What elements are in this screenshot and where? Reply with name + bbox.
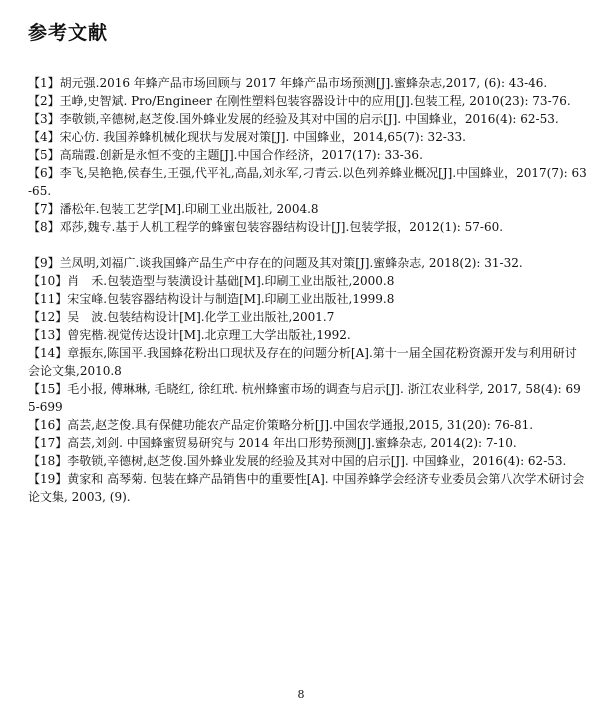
reference-item [28, 110, 588, 128]
reference-text: 宋宝峰.包装容器结构设计与制造[M].印刷工业出版社,1999.8 [67, 292, 395, 306]
reference-number: 【5】 [28, 148, 60, 162]
reference-number: 【10】 [28, 274, 68, 288]
reference-item [28, 380, 588, 416]
reference-number: 【12】 [28, 310, 68, 324]
reference-text: 胡元强.2016 年蜂产品市场回顾与 2017 年蜂产品市场预测[J].蜜蜂杂志,2017, (6): 43-46. [59, 76, 548, 90]
reference-text: 曾宪楷.视觉传达设计[M].北京理工大学出版社,1992. [67, 328, 351, 342]
reference-item [28, 344, 588, 380]
reference-text: 高芸,赵芝俊.具有保健功能农产品定价策略分析[J].中国农学通报,2015, 31(20): 76-81. [67, 418, 534, 432]
reference-number: 【13】 [28, 328, 68, 342]
reference-item [28, 146, 588, 164]
reference-item [28, 128, 588, 146]
reference-text: 肖 禾.包装造型与装潢设计基础[M].印刷工业出版社,2000.8 [67, 274, 395, 288]
reference-number: 【11】 [28, 292, 68, 306]
reference-number: 【14】 [28, 346, 68, 360]
reference-item [28, 434, 588, 452]
reference-item [28, 290, 588, 308]
reference-number: 【8】 [28, 220, 60, 234]
reference-item [28, 452, 588, 470]
reference-item [28, 218, 588, 236]
reference-number: 【7】 [28, 202, 60, 216]
reference-text: 高瑞霞.创新是永恒不变的主题[J].中国合作经济，2017(17): 33-36. [59, 148, 423, 162]
reference-number: 【16】 [28, 418, 68, 432]
reference-item [28, 92, 588, 110]
reference-item [28, 470, 588, 506]
reference-text: 李敬锁,辛德树,赵芝俊.国外蜂业发展的经验及其对中国的启示[J]. 中国蜂业，2016(4): 62-53. [59, 112, 559, 126]
reference-number: 【3】 [28, 112, 60, 126]
reference-number: 【9】 [28, 256, 60, 270]
reference-number: 【2】 [28, 94, 60, 108]
reference-text: 王峥,史智斌. Pro/Engineer 在刚性塑料包装容器设计中的应用[J].包装工程, 2010(23): 73-76. [59, 94, 571, 108]
reference-item [28, 164, 588, 200]
page-number: 8 [297, 688, 305, 701]
reference-text: 宋心仿. 我国养蜂机械化现状与发展对策[J]. 中国蜂业，2014,65(7): 32-33. [59, 130, 466, 144]
reference-text: 李飞,吴艳艳,侯春生,王强,代平礼,高晶,刘永军,刁青云.以色列养蜂业概况[J].中国蜂业，2017(7): 63-65. [28, 166, 587, 198]
reference-number: 【18】 [28, 454, 68, 468]
reference-number: 【17】 [28, 436, 68, 450]
reference-text: 毛小报, 傅琳琳, 毛晓红, 徐红玳. 杭州蜂蜜市场的调查与启示[J]. 浙江农业科学, 2017, 58(4): 695-699 [28, 382, 581, 414]
reference-item [28, 416, 588, 434]
reference-number: 【1】 [28, 76, 60, 90]
reference-item [28, 74, 588, 92]
reference-item [28, 200, 588, 218]
reference-number: 【15】 [28, 382, 68, 396]
page-title: 参考文献 [28, 22, 109, 44]
reference-text: 黄家和 高琴菊. 包装在蜂产品销售中的重要性[A]. 中国养蜂学会经济专业委员会第八次学术研讨会论文集, 2003, (9). [28, 472, 585, 504]
reference-item [28, 254, 588, 272]
reference-number: 【19】 [28, 472, 68, 486]
reference-text: 兰凤明,刘福广.谈我国蜂产品生产中存在的问题及其对策[J].蜜蜂杂志, 2018(2): 31-32. [59, 256, 523, 270]
reference-item [28, 326, 588, 344]
reference-number: 【4】 [28, 130, 60, 144]
reference-text: 章振东,陈国平.我国蜂花粉出口现状及存在的问题分析[A].第十一届全国花粉资源开发与利用研讨会论文集,2010.8 [28, 346, 577, 378]
reference-item [28, 272, 588, 290]
reference-text: 邓莎,魏专.基于人机工程学的蜂蜜包装容器结构设计[J].包装学报，2012(1): 57-60. [59, 220, 504, 234]
reference-text: 李敬锁,辛德树,赵芝俊.国外蜂业发展的经验及其对中国的启示[J]. 中国蜂业，2016(4): 62-53. [67, 454, 567, 468]
reference-text: 吴 波.包装结构设计[M].化学工业出版社,2001.7 [67, 310, 335, 324]
reference-number: 【6】 [28, 166, 60, 180]
reference-item [28, 308, 588, 326]
reference-text: 潘松年.包装工艺学[M].印刷工业出版社, 2004.8 [59, 202, 319, 216]
reference-list [28, 74, 588, 506]
reference-text: 高芸,刘剑. 中国蜂蜜贸易研究与 2014 年出口形势预测[J].蜜蜂杂志, 2014(2): 7-10. [67, 436, 517, 450]
